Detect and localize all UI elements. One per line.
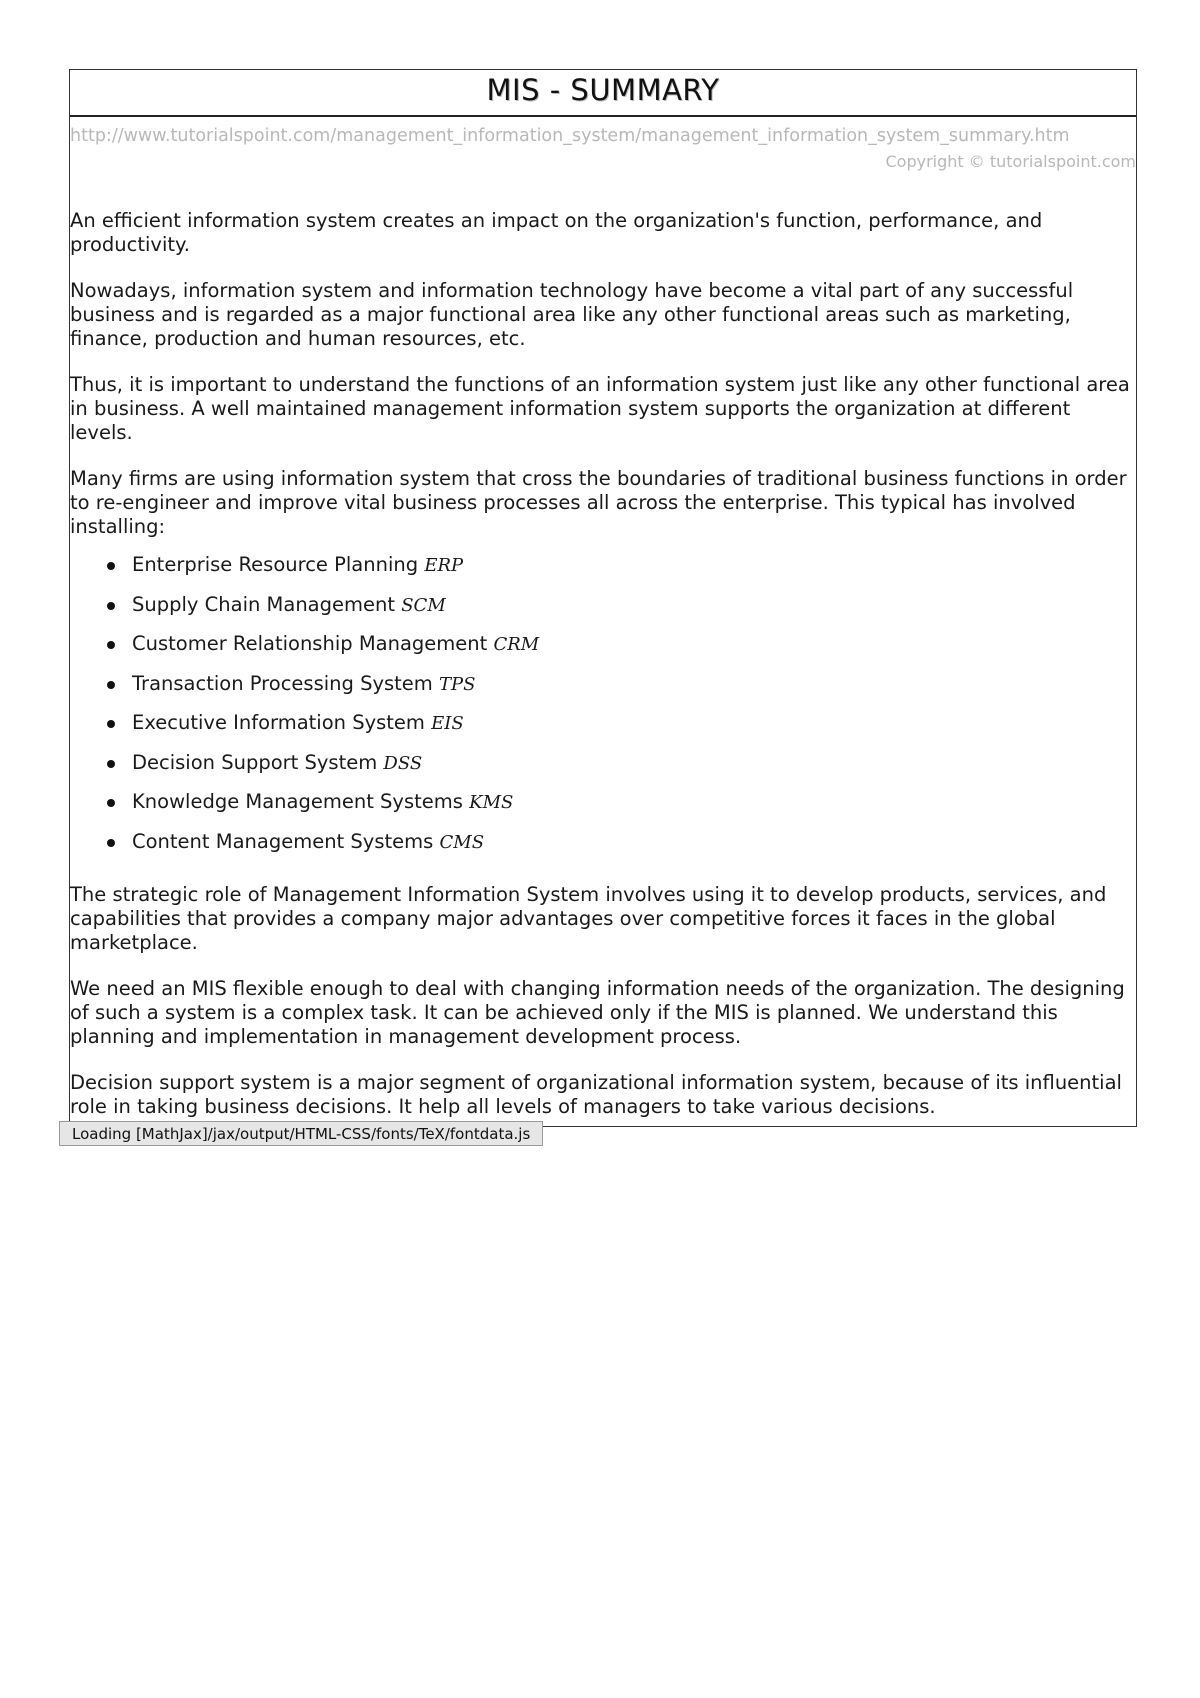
paragraph: Nowadays, information system and information technology have become a vital part of any successful business and is regarded as a major functional area like any other functional areas such as marketing, finance, production and human resources, etc. (70, 279, 1074, 350)
page-title: MIS - SUMMARY (70, 70, 1136, 117)
list-item (107, 593, 1136, 633)
list-item (107, 830, 1136, 870)
paragraph: An efficient information system creates an impact on the organization's function, performance, and productivity. (70, 209, 1043, 256)
bullet-icon (107, 602, 115, 610)
bullet-icon (107, 720, 115, 728)
bullet-icon (107, 681, 115, 689)
paragraph: Thus, it is important to understand the functions of an information system just like any other functional area in business. A well maintained management information system supports the organization at different levels. (70, 373, 1130, 444)
bullet-icon (107, 799, 115, 807)
list-item (107, 632, 1136, 672)
list-item-abbreviation: KMS (469, 792, 514, 813)
document-page (69, 69, 1137, 1127)
list-item-label: Enterprise Resource Planning (132, 553, 419, 576)
bullet-icon (107, 562, 115, 570)
list-item-abbreviation: TPS (439, 673, 476, 695)
list-item-label: Content Management Systems (132, 829, 434, 853)
list-item-label: Supply Chain Management (132, 592, 396, 616)
list-item (107, 711, 1136, 751)
list-item (107, 553, 1136, 593)
bullet-icon (107, 641, 115, 649)
copyright-notice: Copyright © tutorialspoint.com (885, 152, 1136, 171)
list-item (107, 790, 1136, 830)
list-item-abbreviation: CRM (493, 634, 540, 655)
list-item-abbreviation: ERP (424, 555, 464, 576)
list-item-abbreviation: SCM (401, 594, 446, 616)
paragraph: Many firms are using information system that cross the boundaries of traditional business functions in order to re-engineer and improve vital business processes all across the enterprise. This typical has involved installing: (70, 467, 1127, 538)
bullet-icon (107, 760, 115, 768)
list-item-label: Transaction Processing System (132, 671, 433, 695)
list-item-abbreviation: EIS (431, 713, 464, 734)
article-body (70, 209, 1136, 1119)
list-item (107, 751, 1136, 791)
systems-list (70, 553, 1136, 869)
source-url-link[interactable]: http://www.tutorialspoint.com/management_information_system/management_information_system_summary.htm (70, 126, 1070, 146)
list-item-abbreviation: CMS (439, 831, 485, 853)
paragraph: We need an MIS flexible enough to deal with changing information needs of the organization. The designing of such a system is a complex task. It can be achieved only if the MIS is planned. We understand this planning and implementation in management development process. (70, 977, 1125, 1048)
bullet-icon (107, 839, 115, 847)
list-item-abbreviation: DSS (383, 752, 423, 774)
list-item-label: Executive Information System (132, 711, 425, 734)
list-item-label: Decision Support System (132, 750, 378, 774)
mathjax-loading-status: Loading [MathJax]/jax/output/HTML-CSS/fonts/TeX/fontdata.js (59, 1121, 543, 1146)
list-item-label: Customer Relationship Management (132, 632, 488, 655)
list-item-label: Knowledge Management Systems (132, 790, 463, 813)
paragraph: The strategic role of Management Information System involves using it to develop products, services, and capabilities that provides a company major advantages over competitive forces it faces in the global marketplace. (70, 883, 1107, 954)
list-item (107, 672, 1136, 712)
paragraph: Decision support system is a major segment of organizational information system, because of its influential role in taking business decisions. It help all levels of managers to take various decisions. (70, 1071, 1122, 1118)
